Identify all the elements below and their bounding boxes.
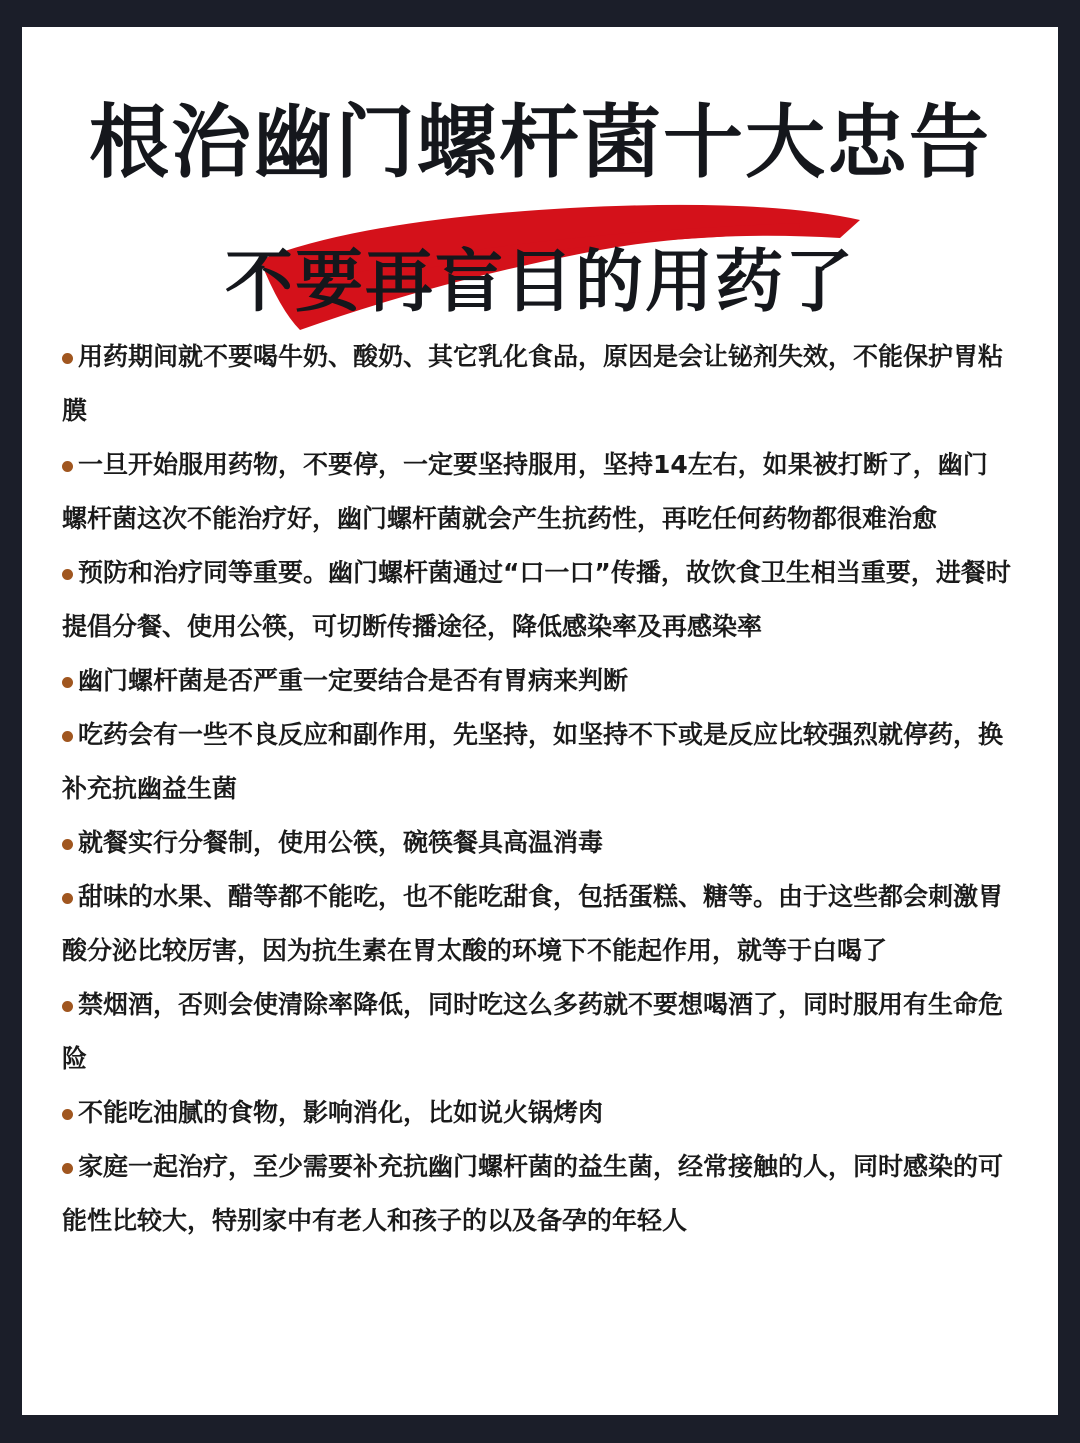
bullet-icon (62, 569, 73, 580)
item-text: 一旦开始服用药物，不要停，一定要坚持服用，坚持14左右，如果被打断了，幽门螺杆菌这次不能治疗好，幽门螺杆菌就会产生抗药性，再吃任何药物都很难治愈 (62, 450, 988, 533)
item-text: 吃药会有一些不良反应和副作用，先坚持，如坚持不下或是反应比较强烈就停药，换补充抗幽益生菌 (62, 720, 1004, 803)
list-item (62, 1086, 1012, 1140)
list-item (62, 978, 1012, 1086)
bullet-icon (62, 677, 73, 688)
bullet-icon (62, 1001, 73, 1012)
item-text: 不能吃油腻的食物，影响消化，比如说火锅烤肉 (78, 1098, 604, 1127)
list-item (62, 1140, 1012, 1248)
list-item (62, 654, 1012, 708)
list-item (62, 870, 1012, 978)
bullet-icon (62, 1163, 73, 1174)
list-item (62, 438, 1012, 546)
bullet-icon (62, 731, 73, 742)
bullet-icon (62, 461, 73, 472)
advice-list (62, 330, 1012, 1248)
item-text: 甜味的水果、醋等都不能吃，也不能吃甜食，包括蛋糕、糖等。由于这些都会刺激胃酸分泌比较厉害，因为抗生素在胃太酸的环境下不能起作用，就等于白喝了 (62, 882, 1004, 965)
list-item (62, 546, 1012, 654)
list-item (62, 708, 1012, 816)
bullet-icon (62, 1109, 73, 1120)
item-text: 用药期间就不要喝牛奶、酸奶、其它乳化食品，原因是会让铋剂失效，不能保护胃粘膜 (62, 342, 1004, 425)
item-text: 就餐实行分餐制，使用公筷，碗筷餐具高温消毒 (78, 828, 604, 857)
list-item (62, 816, 1012, 870)
bullet-icon (62, 353, 73, 364)
item-text: 幽门螺杆菌是否严重一定要结合是否有胃病来判断 (78, 666, 629, 695)
page-subtitle: 不要再盲目的用药了 (224, 243, 855, 322)
page-title: 根治幽门螺杆菌十大忠告 (89, 96, 991, 189)
list-item (62, 330, 1012, 438)
item-text: 家庭一起治疗，至少需要补充抗幽门螺杆菌的益生菌，经常接触的人，同时感染的可能性比较大，特别家中有老人和孩子的以及备孕的年轻人 (62, 1152, 1004, 1235)
bullet-icon (62, 893, 73, 904)
item-text: 预防和治疗同等重要。幽门螺杆菌通过“口一口”传播，故饮食卫生相当重要，进餐时提倡分餐、使用公筷，可切断传播途径，降低感染率及再感染率 (62, 558, 1011, 641)
bullet-icon (62, 839, 73, 850)
item-text: 禁烟酒，否则会使清除率降低，同时吃这么多药就不要想喝酒了，同时服用有生命危险 (62, 990, 1004, 1073)
